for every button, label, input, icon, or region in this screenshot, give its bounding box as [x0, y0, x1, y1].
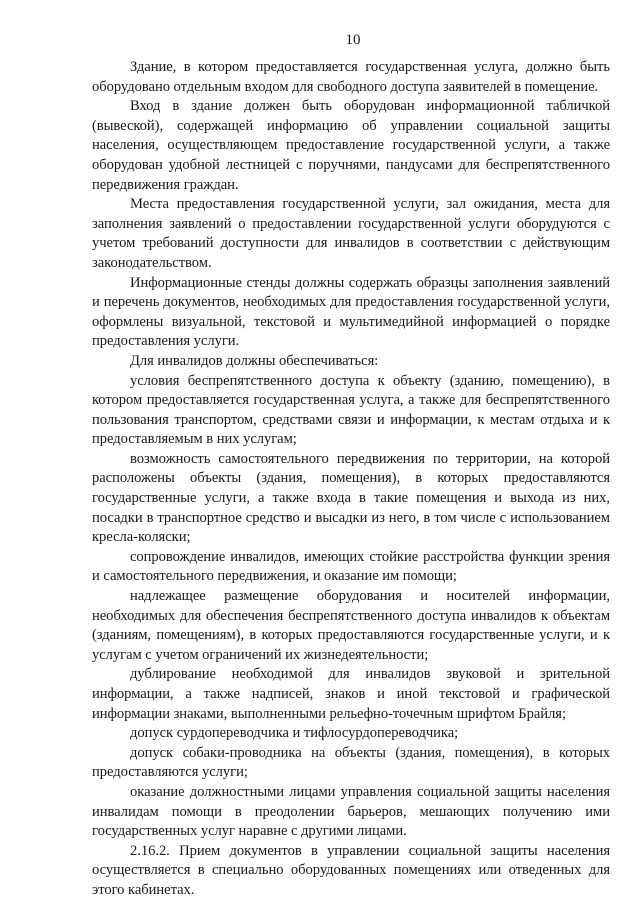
- paragraph-building-entrance: Здание, в котором предоставляется государственная услуга, должно быть оборудовано отдельным входом для свободного доступа заявителей в помещение.: [92, 59, 610, 95]
- paragraph-service-places: Места предоставления государственной услуги, зал ожидания, места для заполнения заявлений о предоставлении государственной услуги оборудуются с учетом требований доступности для инвалидов в соответствии с действующим законодательством.: [92, 196, 610, 271]
- page-number: 10: [345, 32, 361, 48]
- document-body: [92, 58, 610, 901]
- paragraph-info-stands: Информационные стенды должны содержать образцы заполнения заявлений и перечень документов, необходимых для предоставления государственной услуги, оформлены визуальной, текстовой и мультимедийной информацией о порядке предоставления услуги.: [92, 274, 610, 350]
- paragraph-disabled-intro: Для инвалидов должны обеспечиваться:: [130, 352, 379, 369]
- paragraph-entrance-sign: Вход в здание должен быть оборудован информационной табличкой (вывеской), содержащей информацию об управлении социальной защиты населения, осуществляющем предоставление государственной услуги, а также оборудован удобной лестницей с поручнями, пандусами для беспрепятственного передвижения граждан.: [92, 98, 610, 193]
- list-item-equipment-placement: надлежащее размещение оборудования и носителей информации, необходимых для обеспечения беспрепятственного доступа инвалидов к объектам (зданиям, помещениям), в которых предоставляются государственные услуги, и к услугам с учетом ограничений их жизнедеятельности;: [92, 588, 610, 663]
- list-item-staff-assistance: оказание должностными лицами управления социальной защиты населения инвалидам помощи в преодолении барьеров, мешающих получению ими государственных услуг наравне с другими лицами.: [92, 783, 610, 840]
- list-item-sign-interpreter: допуск сурдопереводчика и тифлосурдопереводчика;: [130, 725, 459, 742]
- paragraph-section-2-16-2: 2.16.2. Прием документов в управлении социальной защиты населения осуществляется в специально оборудованных помещениях или отведенных для этого кабинетах.: [92, 842, 610, 898]
- list-item-information-duplication: дублирование необходимой для инвалидов звуковой и зрительной информации, а также надписей, знаков и иной текстовой и графической информации знаками, выполненными рельефно-точечным шрифтом Брайля;: [92, 666, 610, 722]
- list-item-guide-dog: допуск собаки-проводника на объекты (здания, помещения), в которых предоставляются услуги;: [92, 744, 610, 781]
- list-item-escort: сопровождение инвалидов, имеющих стойкие расстройства функции зрения и самостоятельного передвижения, и оказание им помощи;: [92, 548, 610, 585]
- list-item-movement: возможность самостоятельного передвижения по территории, на которой расположены объекты (здания, помещения), в которых предоставляются государственные услуги, а также входа в такие помещения и выхода из них, посадки в транспортное средство и высадки из него, в том числе с использованием кресла-коляски;: [92, 450, 610, 546]
- list-item-access-conditions: условия беспрепятственного доступа к объекту (зданию, помещению), в котором предоставляется государственная услуга, а также для беспрепятственного пользования транспортом, средствами связи и информации, к местам отдыха и к предоставляемым в них услугам;: [92, 372, 610, 448]
